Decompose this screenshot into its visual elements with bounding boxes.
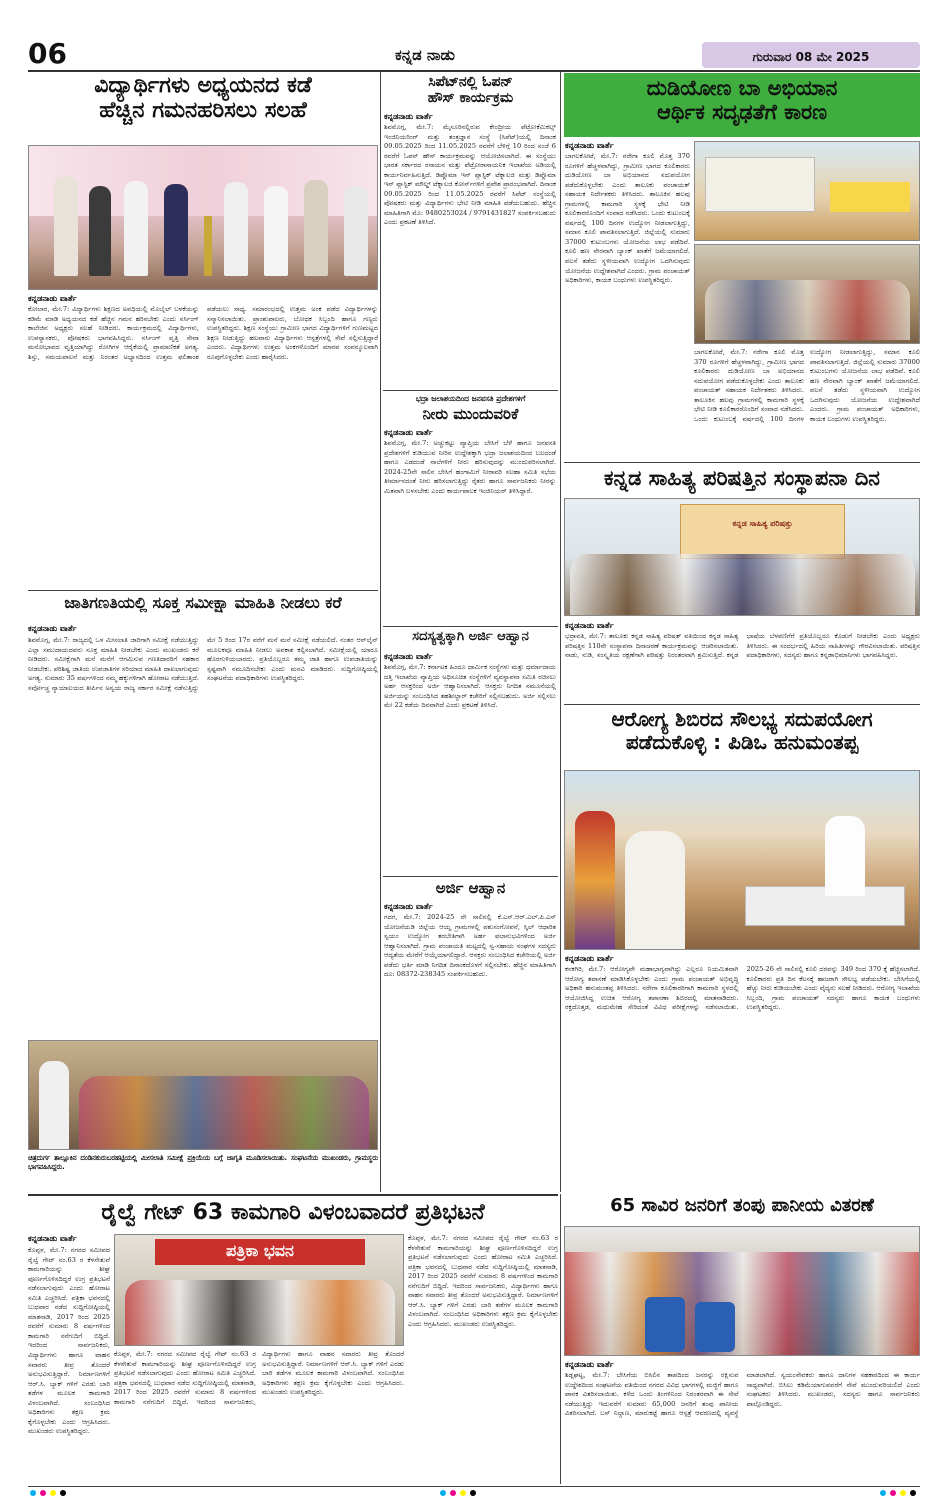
open-house-body: ಶಿವಮೊಗ್ಗ, ಮೇ.7: ಮೈಸೂರಿನಲ್ಲಿರುವ ಕೇಂದ್ರೀಯ ಪೆಟ್ರೋಕೆಮಿಕಲ್ಸ್ ಇಂಜಿನಿಯರಿಂಗ್ ಮತ್ತು ತಂತ್ರಜ್ಞಾನ ಸಂಸ್ಥೆ (ಸಿಪೆಟ್)ಯಲ್ಲಿ ದಿನಾಂಕ 09.05.2025 ರಿಂದ 11.05.2025 ರವರೆಗೆ ಬೆಳಿಗ್ಗೆ 10 ರಿಂದ ಸಂಜೆ 6 ರವರೆಗೆ ಓಪನ್ ಹೌಸ್ ಕಾರ್ಯಕ್ರಮವನ್ನು ಆಯೋಜಿಸಲಾಗಿದೆ. ಈ ಸಂಸ್ಥೆಯು ಭಾರತ ಸರ್ಕಾರದ ರಸಾಯನ ಮತ್ತು ಪೆಟ್ರೋರಾಸಾಯನಿಕ ಇಲಾಖೆಯ ಅಡಿಯಲ್ಲಿ ಕಾರ್ಯನಿರ್ವಹಿಸುತ್ತಿದೆ. ಡಿಪ್ಲೊಮಾ ಇನ್ ಪ್ಲಾಸ್ಟಿಕ್ ಟೆಕ್ನಾಲಜಿ ಮತ್ತು ಡಿಪ್ಲೊಮಾ ಇನ್ ಪ್ಲಾಸ್ಟಿಕ್ ಮೌಲ್ಡ್ ಟೆಕ್ನಾಲಜಿ ಕೋರ್ಸ್‌ಗಳಿಗೆ ಪ್ರವೇಶ ಪ್ರಾರಂಭವಾಗಿದೆ. ದಿನಾಂಕ 09.05.2025 ರಿಂದ 11.05.2025 ರವರೆಗೆ ಸಿಪೆಟ್ ಸಂಸ್ಥೆಯಲ್ಲಿ ಪೋಷಕರು ಮತ್ತು ವಿದ್ಯಾರ್ಥಿಗಳು ಭೇಟಿ ನೀಡಿ ಮಾಹಿತಿ ಪಡೆಯಬಹುದು. ಹೆಚ್ಚಿನ ಮಾಹಿತಿಗಾಗಿ ಮೊ: 9480253024 / 9791431827 ಸಂಪರ್ಕಿಸಬಹುದು ಎಂದು ಪ್ರಕಟಣೆ ತಿಳಿಸಿದೆ. bbox=[384, 123, 556, 227]
registration-dot-yellow bbox=[900, 1490, 906, 1496]
date-text: ಗುರುವಾರ 08 ಮೇ 2025 bbox=[752, 50, 870, 64]
press-sign-text: ಪತ್ರಿಕಾ ಭವನ bbox=[226, 1241, 294, 1260]
nrega-headline-line1: ದುಡಿಯೋಣ ಬಾ ಅಭಿಯಾನ bbox=[646, 76, 838, 100]
registration-dot-yellow bbox=[50, 1490, 56, 1496]
railway-photo bbox=[114, 1234, 404, 1346]
water-drum bbox=[695, 1302, 735, 1352]
person-figure bbox=[39, 1061, 69, 1150]
health-camp-headline-line1: ಆರೋಗ್ಯ ಶಿಬಿರದ ಸೌಲಭ್ಯ ಸದುಪಯೋಗ bbox=[611, 707, 873, 731]
parishat-banner-text: ಕನ್ನಡ ಸಾಹಿತ್ಯ ಪರಿಷತ್ತು bbox=[732, 519, 793, 528]
open-house-byline: ಕನ್ನಡನಾಡು ವಾರ್ತೆ bbox=[384, 112, 433, 121]
building bbox=[705, 157, 815, 212]
applications2-body: ಗದಗ, ಮೇ.7: 2024-25 ನೇ ಸಾಲಿನಲ್ಲಿ ಕೆ.ಎಸ್.ಆರ್.ಎಲ್.ಪಿ.ಎಸ್ ಯೋಜನೆಯಡಿ ಜಿಲ್ಲೆಯ ಆಯ್ದ ಗ್ರಾಮಗಳಲ್ಲಿ ಪಶುಸಂಗೋಪನೆ, ಸ್ಕಿಲ್ ಆಧಾರಿತ ಸ್ವಯಂ ಉದ್ಯೋಗ ತರಬೇತಿಗಾಗಿ ಅರ್ಹ ಫಲಾನುಭವಿಗಳಿಂದ ಅರ್ಜಿ ಆಹ್ವಾನಿಸಲಾಗಿದೆ. ಗ್ರಾಮ ಪಂಚಾಯತಿ ಮಟ್ಟದಲ್ಲಿ ಸ್ವ-ಸಹಾಯ ಸಂಘಗಳ ಸದಸ್ಯರು ಆದ್ಯತೆಯ ಮೇರೆಗೆ ಆಯ್ಕೆಯಾಗಲಿದ್ದಾರೆ. ಆಸಕ್ತರು ಸಂಬಂಧಿಸಿದ ಕಚೇರಿಯಲ್ಲಿ ಅರ್ಜಿ ಪಡೆದು ಭರ್ತಿ ಮಾಡಿ ನಿಗದಿತ ದಿನಾಂಕದೊಳಗೆ ಸಲ್ಲಿಸಬೇಕು. ಹೆಚ್ಚಿನ ಮಾಹಿತಿಗಾಗಿ ದೂ: 08372-238345 ಸಂಪರ್ಕಿಸಬಹುದು. bbox=[384, 913, 556, 979]
registration-dot-black bbox=[910, 1490, 916, 1496]
seated-group bbox=[125, 1280, 395, 1346]
buttermilk-headline: 65 ಸಾವಿರ ಜನರಿಗೆ ತಂಪು ಪಾನೀಯ ವಿತರಣೆ bbox=[610, 1195, 874, 1216]
students-headline bbox=[28, 73, 378, 124]
students-headline-line1: ವಿದ್ಯಾರ್ಥಿಗಳು ಅಧ್ಯಯನದ ಕಡೆ bbox=[94, 73, 312, 98]
open-house-headline-line1: ಸಿಪೆಟ್‌ನಲ್ಲಿ ಓಪನ್ bbox=[428, 74, 513, 90]
person-figure bbox=[825, 816, 865, 896]
banner-sign bbox=[830, 182, 910, 212]
open-house-headline-line2: ಹೌಸ್ ಕಾರ್ಯಕ್ರಮ bbox=[427, 90, 514, 107]
nrega-body-right bbox=[694, 348, 920, 460]
parishat-banner bbox=[680, 504, 845, 559]
railway-body-continued: ಕೊಪ್ಪಳ, ಮೇ.7: ನಗರದ ಸಮೀಪದ ರೈಲ್ವೆ ಗೇಟ್ ನಂ.63 ರ ಕೆಳಸೇತುವೆ ಕಾಮಗಾರಿಯನ್ನು ಶೀಘ್ರ ಪೂರ್ಣಗೊಳಿಸದಿದ್ದರೆ ಉಗ್ರ ಪ್ರತಿಭಟನೆ ನಡೆಸಲಾಗುವುದು ಎಂದು ಹೋರಾಟ ಸಮಿತಿ ಎಚ್ಚರಿಸಿದೆ. ಪತ್ರಿಕಾ ಭವನದಲ್ಲಿ ಬುಧವಾರ ನಡೆದ ಸುದ್ದಿಗೋಷ್ಠಿಯಲ್ಲಿ ಮಾತನಾಡಿ, 2017 ರಿಂದ 2025 ರವರೆಗೆ ಸುಮಾರು 8 ವರ್ಷಗಳಿಂದ ಕಾಮಗಾರಿ ನನೆಗುದಿಗೆ ಬಿದ್ದಿದೆ. ಇದರಿಂದ ಸಾರ್ವಜನಿಕರು, ವಿದ್ಯಾರ್ಥಿಗಳು ಹಾಗೂ ವಾಹನ ಸವಾರರು ತೀವ್ರ ತೊಂದರೆ ಅನುಭವಿಸುತ್ತಿದ್ದಾರೆ. ನಿರ್ಮಾಣಗಳಿಗೆ ಆರ್.ಸಿ. ಬ್ಯಾಕ್ ಗಳಿಗೆ ಎರಡು ಬಾರಿ ತಡೆಗಳ ಮೂಲಕ ಕಾಮಗಾರಿ ವಿಳಂಬವಾಗಿದೆ. ಸಂಬಂಧಿಸಿದ ಅಧಿಕಾರಿಗಳು ತಕ್ಷಣ ಕ್ರಮ ಕೈಗೊಳ್ಳಬೇಕು ಎಂದು ಆಗ್ರಹಿಸಿದರು. ಮುಖಂಡರು ಉಪಸ್ಥಿತರಿದ್ದರು. bbox=[408, 1234, 558, 1328]
section-rule bbox=[564, 462, 920, 463]
applications1-byline: ಕನ್ನಡನಾಡು ವಾರ್ತೆ bbox=[384, 652, 433, 661]
person-figure bbox=[264, 186, 288, 276]
parishat-body: ಭದ್ರಾವತಿ, ಮೇ.7: ತಾಲೂಕು ಕನ್ನಡ ಸಾಹಿತ್ಯ ಪರಿಷತ್ ವತಿಯಿಂದ ಕನ್ನಡ ಸಾಹಿತ್ಯ ಪರಿಷತ್ತಿನ 110ನೇ ಸಂಸ್ಥಾಪನಾ ದಿನಾಚರಣೆ ಕಾರ್ಯಕ್ರಮವನ್ನು ಆಚರಿಸಲಾಯಿತು. ನಾಡು, ನುಡಿ, ಸಂಸ್ಕೃತಿಯ ರಕ್ಷಣೆಗಾಗಿ ಪರಿಷತ್ತು ನಿರಂತರವಾಗಿ ಶ್ರಮಿಸುತ್ತಿದೆ. ಕನ್ನಡ ಭಾಷೆಯ ಬೆಳವಣಿಗೆಗೆ ಪ್ರತಿಯೊಬ್ಬರೂ ಕೊಡುಗೆ ನೀಡಬೇಕು ಎಂದು ಅಧ್ಯಕ್ಷರು ತಿಳಿಸಿದರು. ಈ ಸಂದರ್ಭದಲ್ಲಿ ಹಿರಿಯ ಸಾಹಿತಿಗಳನ್ನು ಗೌರವಿಸಲಾಯಿತು. ಪರಿಷತ್ತಿನ ಪದಾಧಿಕಾರಿಗಳು, ಸದಸ್ಯರು ಹಾಗೂ ಕನ್ನಡಾಭಿಮಾನಿಗಳು ಭಾಗವಹಿಸಿದ್ದರು. bbox=[565, 632, 920, 660]
caste-census-body: ಶಿವಮೊಗ್ಗ, ಮೇ.7: ರಾಜ್ಯದಲ್ಲಿ ಒಳ ಮೀಸಲಾತಿ ಜಾರಿಗಾಗಿ ಸಮೀಕ್ಷೆ ನಡೆಯುತ್ತಿದ್ದು ಎಲ್ಲಾ ಸಮುದಾಯದವರು ಸೂಕ್ತ ಮಾಹಿತಿ ನೀಡಬೇಕು ಎಂದು ಮುಖಂಡರು ಕರೆ ನೀಡಿದರು. ಸಮೀಕ್ಷೆಗಾಗಿ ಮನೆ ಮನೆಗೆ ಆಗಮಿಸುವ ಗಣತಿದಾರರಿಗೆ ಸಹಕಾರ ನೀಡಬೇಕು. ಪರಿಶಿಷ್ಟ ಜಾತಿಯ ಉಪಜಾತಿಗಳ ಸರಿಯಾದ ಮಾಹಿತಿ ದಾಖಲಾಗುವುದು ಅಗತ್ಯ. ಸುಮಾರು 35 ವರ್ಷಗಳಿಂದ ನಮ್ಮ ಹಕ್ಕುಗಳಿಗಾಗಿ ಹೋರಾಟ ನಡೆಯುತ್ತಿದೆ. ಸರ್ವೋಚ್ಚ ನ್ಯಾಯಾಲಯದ ತೀರ್ಪಿನ ಅನ್ವಯ ರಾಜ್ಯ ಸರ್ಕಾರ ಸಮೀಕ್ಷೆ ನಡೆಸುತ್ತಿದ್ದು ಮೇ 5 ರಿಂದ 17ರ ವರೆಗೆ ಮನೆ ಮನೆ ಸಮೀಕ್ಷೆ ನಡೆಯಲಿದೆ. ನಂತರ ಆನ್‌ಲೈನ್ ಮೂಲಕವೂ ಮಾಹಿತಿ ನೀಡಲು ಅವಕಾಶ ಕಲ್ಪಿಸಲಾಗಿದೆ. ಸಮೀಕ್ಷೆಯಲ್ಲಿ ಯಾರೂ ಹೊರಗುಳಿಯಬಾರದು. ಪ್ರತಿಯೊಬ್ಬರೂ ತಮ್ಮ ಜಾತಿ ಹಾಗೂ ಉಪಜಾತಿಯನ್ನು ಸ್ಪಷ್ಟವಾಗಿ ನಮೂದಿಸಬೇಕು ಎಂದು ಮನವಿ ಮಾಡಿದರು. ಸುದ್ದಿಗೋಷ್ಠಿಯಲ್ಲಿ ಸಂಘಟನೆಯ ಪದಾಧಿಕಾರಿಗಳು ಉಪಸ್ಥಿತರಿದ್ದರು. bbox=[28, 636, 378, 692]
lamp-stand bbox=[204, 216, 212, 276]
parishat-photo bbox=[564, 498, 920, 616]
registration-dot-cyan bbox=[440, 1490, 446, 1496]
crowd bbox=[565, 1252, 920, 1356]
water-byline: ಕನ್ನಡನಾಡು ವಾರ್ತೆ bbox=[384, 428, 433, 437]
person-figure bbox=[224, 182, 248, 276]
nrega-banner bbox=[564, 73, 920, 137]
nrega-byline: ಕನ್ನಡನಾಡು ವಾರ್ತೆ bbox=[565, 141, 614, 150]
registration-dot-magenta bbox=[40, 1490, 46, 1496]
nrega-body-left bbox=[565, 152, 690, 460]
caste-census-photo bbox=[28, 1040, 378, 1150]
person-figure bbox=[124, 181, 148, 276]
nrega-photo-top bbox=[694, 141, 920, 241]
railway-body-right bbox=[408, 1234, 558, 1484]
open-house-headline bbox=[383, 74, 558, 106]
health-camp-headline bbox=[564, 708, 920, 754]
buttermilk-byline: ಕನ್ನಡನಾಡು ವಾರ್ತೆ bbox=[565, 1360, 614, 1369]
caste-census-byline: ಕನ್ನಡನಾಡು ವಾರ್ತೆ bbox=[28, 624, 77, 633]
seated-group bbox=[570, 554, 915, 616]
applications2-byline: ಕನ್ನಡನಾಡು ವಾರ್ತೆ bbox=[384, 902, 433, 911]
column-rule bbox=[560, 72, 561, 1192]
section-rule bbox=[564, 704, 920, 705]
registration-dot-magenta bbox=[450, 1490, 456, 1496]
applications1-body: ಶಿವಮೊಗ್ಗ, ಮೇ.7: ಕರ್ನಾಟಕ ಹಿಂದೂ ಧಾರ್ಮಿಕ ಸಂಸ್ಥೆಗಳು ಮತ್ತು ಧರ್ಮಾದಾಯ ದತ್ತಿ ಇಲಾಖೆಯ ವ್ಯಾಪ್ತಿಯ ಅಧಿಸೂಚಿತ ಸಂಸ್ಥೆಗಳಿಗೆ ವ್ಯವಸ್ಥಾಪನಾ ಸಮಿತಿ ರಚಿಸಲು ಅರ್ಹ ಆಸಕ್ತರಿಂದ ಅರ್ಜಿ ಆಹ್ವಾನಿಸಲಾಗಿದೆ. ಆಸಕ್ತರು ನಿಗದಿತ ನಮೂನೆಯಲ್ಲಿ ಅರ್ಜಿಯನ್ನು ಸಂಬಂಧಿಸಿದ ತಹಶೀಲ್ದಾರ್ ಕಚೇರಿಗೆ ಸಲ್ಲಿಸಬಹುದು. ಅರ್ಜಿ ಸಲ್ಲಿಸಲು ಮೇ 22 ಕಡೆಯ ದಿನವಾಗಿದೆ ಎಂದು ಪ್ರಕಟಣೆ ತಿಳಿಸಿದೆ. bbox=[384, 663, 556, 710]
crowd bbox=[79, 1076, 369, 1150]
paper-name: ಕನ್ನಡ ನಾಡು bbox=[395, 46, 455, 64]
railway-body-continued: ಕೊಪ್ಪಳ, ಮೇ.7: ನಗರದ ಸಮೀಪದ ರೈಲ್ವೆ ಗೇಟ್ ನಂ.63 ರ ಕೆಳಸೇತುವೆ ಕಾಮಗಾರಿಯನ್ನು ಶೀಘ್ರ ಪೂರ್ಣಗೊಳಿಸದಿದ್ದರೆ ಉಗ್ರ ಪ್ರತಿಭಟನೆ ನಡೆಸಲಾಗುವುದು ಎಂದು ಹೋರಾಟ ಸಮಿತಿ ಎಚ್ಚರಿಸಿದೆ. ಪತ್ರಿಕಾ ಭವನದಲ್ಲಿ ಬುಧವಾರ ನಡೆದ ಸುದ್ದಿಗೋಷ್ಠಿಯಲ್ಲಿ ಮಾತನಾಡಿ, 2017 ರಿಂದ 2025 ರವರೆಗೆ ಸುಮಾರು 8 ವರ್ಷಗಳಿಂದ ಕಾಮಗಾರಿ ನನೆಗುದಿಗೆ ಬಿದ್ದಿದೆ. ಇದರಿಂದ ಸಾರ್ವಜನಿಕರು, ವಿದ್ಯಾರ್ಥಿಗಳು ಹಾಗೂ ವಾಹನ ಸವಾರರು ತೀವ್ರ ತೊಂದರೆ ಅನುಭವಿಸುತ್ತಿದ್ದಾರೆ. ನಿರ್ಮಾಣಗಳಿಗೆ ಆರ್.ಸಿ. ಬ್ಯಾಕ್ ಗಳಿಗೆ ಎರಡು ಬಾರಿ ತಡೆಗಳ ಮೂಲಕ ಕಾಮಗಾರಿ ವಿಳಂಬವಾಗಿದೆ. ಸಂಬಂಧಿಸಿದ ಅಧಿಕಾರಿಗಳು ತಕ್ಷಣ ಕ್ರಮ ಕೈಗೊಳ್ಳಬೇಕು ಎಂದು ಆಗ್ರಹಿಸಿದರು. ಮುಖಂಡರು ಉಪಸ್ಥಿತರಿದ್ದರು. bbox=[114, 1350, 404, 1406]
parishat-byline: ಕನ್ನಡನಾಡು ವಾರ್ತೆ bbox=[565, 621, 614, 630]
students-byline: ಕನ್ನಡನಾಡು ವಾರ್ತೆ bbox=[28, 294, 77, 303]
person-figure bbox=[54, 176, 78, 276]
person-figure bbox=[304, 180, 328, 276]
column-rule bbox=[380, 72, 381, 1192]
section-rule bbox=[383, 626, 558, 627]
registration-dot-cyan bbox=[30, 1490, 36, 1496]
person-figure bbox=[164, 184, 188, 276]
registration-dot-magenta bbox=[890, 1490, 896, 1496]
health-camp-byline: ಕನ್ನಡನಾಡು ವಾರ್ತೆ bbox=[565, 954, 614, 963]
water-drum bbox=[645, 1297, 685, 1352]
person-figure bbox=[625, 831, 685, 950]
section-rule bbox=[383, 876, 558, 877]
health-camp-headline-line2: ಪಡೆದುಕೊಳ್ಳಿ : ಪಿಡಿಒ ಹನುಮಂತಪ್ಪ bbox=[625, 730, 859, 754]
health-camp-photo bbox=[564, 770, 920, 950]
press-sign bbox=[155, 1239, 365, 1265]
applications2-headline: ಅರ್ಜಿ ಆಹ್ವಾನ bbox=[435, 879, 506, 897]
nrega-photo-bottom bbox=[694, 244, 920, 344]
railway-body: ಕೊಪ್ಪಳ, ಮೇ.7: ನಗರದ ಸಮೀಪದ ರೈಲ್ವೆ ಗೇಟ್ ನಂ.63 ರ ಕೆಳಸೇತುವೆ ಕಾಮಗಾರಿಯನ್ನು ಶೀಘ್ರ ಪೂರ್ಣಗೊಳಿಸದಿದ್ದರೆ ಉಗ್ರ ಪ್ರತಿಭಟನೆ ನಡೆಸಲಾಗುವುದು ಎಂದು ಹೋರಾಟ ಸಮಿತಿ ಎಚ್ಚರಿಸಿದೆ. ಪತ್ರಿಕಾ ಭವನದಲ್ಲಿ ಬುಧವಾರ ನಡೆದ ಸುದ್ದಿಗೋಷ್ಠಿಯಲ್ಲಿ ಮಾತನಾಡಿ, 2017 ರಿಂದ 2025 ರವರೆಗೆ ಸುಮಾರು 8 ವರ್ಷಗಳಿಂದ ಕಾಮಗಾರಿ ನನೆಗುದಿಗೆ ಬಿದ್ದಿದೆ. ಇದರಿಂದ ಸಾರ್ವಜನಿಕರು, ವಿದ್ಯಾರ್ಥಿಗಳು ಹಾಗೂ ವಾಹನ ಸವಾರರು ತೀವ್ರ ತೊಂದರೆ ಅನುಭವಿಸುತ್ತಿದ್ದಾರೆ. ನಿರ್ಮಾಣಗಳಿಗೆ ಆರ್.ಸಿ. ಬ್ಯಾಕ್ ಗಳಿಗೆ ಎರಡು ಬಾರಿ ತಡೆಗಳ ಮೂಲಕ ಕಾಮಗಾರಿ ವಿಳಂಬವಾಗಿದೆ. ಸಂಬಂಧಿಸಿದ ಅಧಿಕಾರಿಗಳು ತಕ್ಷಣ ಕ್ರಮ ಕೈಗೊಳ್ಳಬೇಕು ಎಂದು ಆಗ್ರಹಿಸಿದರು. ಮುಖಂಡರು ಉಪಸ್ಥಿತರಿದ್ದರು. bbox=[28, 1246, 110, 1436]
registration-dot-cyan bbox=[880, 1490, 886, 1496]
section-rule bbox=[28, 590, 378, 591]
column-rule bbox=[560, 1194, 561, 1484]
parishat-headline: ಕನ್ನಡ ಸಾಹಿತ್ಯ ಪರಿಷತ್ತಿನ ಸಂಸ್ಥಾಪನಾ ದಿನ bbox=[604, 466, 880, 490]
students-headline-line2: ಹೆಚ್ಚಿನ ಗಮನಹರಿಸಲು ಸಲಹೆ bbox=[99, 98, 307, 124]
caste-census-caption: ಚಿತ್ರದುರ್ಗ ತಾಲ್ಲೂಕಿನ ದಂಡಿನಕುರುಬರಹಟ್ಟಿಯಲ್ಲಿ ಮೀಸಲಾತಿ ಸಮೀಕ್ಷೆ ಪ್ರಕ್ರಿಯೆಯ ಬಗ್ಗೆ ಜಾಗೃತಿ ಮೂಡಿಸಲಾಯಿತು. ಸಂಘಟನೆಯ ಮುಖಂಡರು, ಗ್ರಾಮಸ್ಥರು ಭಾಗವಹಿಸಿದ್ದರು. bbox=[28, 1154, 378, 1172]
section-rule bbox=[383, 390, 558, 391]
railway-headline: ರೈಲ್ವೆ ಗೇಟ್ 63 ಕಾಮಗಾರಿ ವಿಳಂಬವಾದರೆ ಪ್ರತಿಭಟನೆ bbox=[101, 1200, 485, 1225]
nrega-headline-line2: ಆರ್ಥಿಕ ಸದೃಢತೆಗೆ ಕಾರಣ bbox=[657, 100, 827, 125]
railway-body-center bbox=[114, 1350, 404, 1484]
masthead-rule bbox=[28, 70, 920, 72]
seated-group bbox=[705, 280, 910, 340]
buttermilk-body: ಶಿಡ್ಲಘಟ್ಟ, ಮೇ.7: ಬೇಸಿಗೆಯ ಬಿಸಿಲಿನ ತಾಪದಿಂದ ಜನರನ್ನು ರಕ್ಷಿಸುವ ಉದ್ದೇಶದಿಂದ ಸಂಘಟನೆಯ ವತಿಯಿಂದ ನಗರದ ವಿವಿಧ ಭಾಗಗಳಲ್ಲಿ ಮಜ್ಜಿಗೆ ಹಾಗೂ ಪಾನಕ ವಿತರಿಸಲಾಯಿತು. ಕಳೆದ ಒಂದು ತಿಂಗಳಿನಿಂದ ನಿರಂತರವಾಗಿ ಈ ಸೇವೆ ನಡೆಯುತ್ತಿದ್ದು ಇದುವರೆಗೆ ಸುಮಾರು 65,000 ಜನರಿಗೆ ತಂಪು ಪಾನೀಯ ವಿತರಿಸಲಾಗಿದೆ. ಬಸ್ ನಿಲ್ದಾಣ, ಮಾರುಕಟ್ಟೆ ಹಾಗೂ ಆಸ್ಪತ್ರೆ ಆವರಣದಲ್ಲಿ ವ್ಯವಸ್ಥೆ ಮಾಡಲಾಗಿದೆ. ಸ್ವಯಂಸೇವಕರು ಹಾಗೂ ದಾನಿಗಳ ಸಹಕಾರದಿಂದ ಈ ಕಾರ್ಯ ಸಾಧ್ಯವಾಗಿದೆ. ಬಿಸಿಲು ಕಡಿಮೆಯಾಗುವವರೆಗೆ ಸೇವೆ ಮುಂದುವರಿಯಲಿದೆ ಎಂದು ಸಂಘಟಕರು ತಿಳಿಸಿದರು. ಮುಖಂಡರು, ಸದಸ್ಯರು ಹಾಗೂ ಸಾರ್ವಜನಿಕರು ಪಾಲ್ಗೊಂಡಿದ್ದರು. bbox=[565, 1371, 920, 1418]
date-banner bbox=[702, 42, 920, 68]
page-number: 06 bbox=[28, 37, 67, 70]
water-headline: ನೀರು ಮುಂದುವರಿಕೆ bbox=[422, 405, 519, 423]
nrega-body: ಬಾಗಲಕೋಟೆ, ಮೇ.7: ನರೇಗಾ ಕೂಲಿ ಮೊತ್ತ 370 ರೂಗಳಿಗೆ ಹೆಚ್ಚಳವಾಗಿದ್ದು, ಗ್ರಾಮೀಣ ಭಾಗದ ಕೂಲಿಕಾರರು ದುಡಿಯೋಣ ಬಾ ಅಭಿಯಾನದ ಸದುಪಯೋಗ ಪಡೆದುಕೊಳ್ಳಬೇಕು ಎಂದು ತಾಲೂಕು ಪಂಚಾಯತ್ ಸಹಾಯಕ ನಿರ್ದೇಶಕರು ತಿಳಿಸಿದರು. ತಾಲೂಕಿನ ಹಲವು ಗ್ರಾಮಗಳಲ್ಲಿ ಕಾಮಗಾರಿ ಸ್ಥಳಕ್ಕೆ ಭೇಟಿ ನೀಡಿ ಕೂಲಿಕಾರರೊಂದಿಗೆ ಸಂವಾದ ನಡೆಸಿದರು. ಒಂದು ಕುಟುಂಬಕ್ಕೆ ವರ್ಷದಲ್ಲಿ 100 ದಿನಗಳ ಉದ್ಯೋಗ ನೀಡಲಾಗುತ್ತಿದ್ದು, ಸಮಾನ ಕೂಲಿ ಪಾವತಿಸಲಾಗುತ್ತಿದೆ. ಜಿಲ್ಲೆಯಲ್ಲಿ ಸುಮಾರು 37000 ಕುಟುಂಬಗಳು ಯೋಜನೆಯ ಲಾಭ ಪಡೆದಿವೆ. ಕೂಲಿ ಹಣ ನೇರವಾಗಿ ಬ್ಯಾಂಕ್ ಖಾತೆಗೆ ಜಮೆಯಾಗಲಿದೆ. ವಲಸೆ ತಡೆದು ಸ್ಥಳೀಯವಾಗಿ ಉದ್ಯೋಗ ಒದಗಿಸುವುದು ಯೋಜನೆಯ ಉದ್ದೇಶವಾಗಿದೆ ಎಂದರು. ಗ್ರಾಮ ಪಂಚಾಯತ್ ಅಧಿಕಾರಿಗಳು, ಕಾಯಕ ಬಂಧುಗಳು ಉಪಸ್ಥಿತರಿದ್ದರು. bbox=[565, 152, 690, 285]
footer-rule bbox=[28, 1486, 920, 1487]
students-body: ಕೋಲಾರ, ಮೇ.7: ವಿದ್ಯಾರ್ಥಿಗಳು ಶಿಕ್ಷಣದ ಅವಧಿಯಲ್ಲಿ ಮೊಬೈಲ್ ಬಳಕೆಯನ್ನು ಕಡಿಮೆ ಮಾಡಿ ಅಧ್ಯಯನದ ಕಡೆ ಹೆಚ್ಚಿನ ಗಮನ ಹರಿಸಬೇಕು ಎಂದು ನರ್ಸಿಂಗ್ ಕಾಲೇಜಿನ ಅಧ್ಯಕ್ಷರು ಸಲಹೆ ನೀಡಿದರು. ಕಾರ್ಯಕ್ರಮದಲ್ಲಿ ವಿದ್ಯಾರ್ಥಿಗಳು, ಉಪನ್ಯಾಸಕರು, ಪೋಷಕರು ಭಾಗವಹಿಸಿದ್ದರು. ನರ್ಸಿಂಗ್ ವೃತ್ತಿ ಸೇವಾ ಮನೋಭಾವದ ವೃತ್ತಿಯಾಗಿದ್ದು ರೋಗಿಗಳ ಆರೈಕೆಯಲ್ಲಿ ಪ್ರಾಮಾಣಿಕತೆ ಅಗತ್ಯ. ಶಿಸ್ತು, ಸಮಯಪಾಲನೆ ಮತ್ತು ನಿರಂತರ ಅಭ್ಯಾಸದಿಂದ ಉತ್ತಮ ಫಲಿತಾಂಶ ಪಡೆಯಲು ಸಾಧ್ಯ. ಸಮಾರಂಭದಲ್ಲಿ ಉತ್ತಮ ಅಂಕ ಪಡೆದ ವಿದ್ಯಾರ್ಥಿಗಳನ್ನು ಸನ್ಮಾನಿಸಲಾಯಿತು. ಪ್ರಾಂಶುಪಾಲರು, ಬೋಧಕ ಸಿಬ್ಬಂದಿ ಹಾಗೂ ಗಣ್ಯರು ಉಪಸ್ಥಿತರಿದ್ದರು. ಶಿಕ್ಷಣ ಸಂಸ್ಥೆಯು ಗ್ರಾಮೀಣ ಭಾಗದ ವಿದ್ಯಾರ್ಥಿಗಳಿಗೆ ಗುಣಮಟ್ಟದ ಶಿಕ್ಷಣ ನೀಡುತ್ತಿದ್ದು ಹಲವಾರು ವಿದ್ಯಾರ್ಥಿಗಳು ಆಸ್ಪತ್ರೆಗಳಲ್ಲಿ ಸೇವೆ ಸಲ್ಲಿಸುತ್ತಿದ್ದಾರೆ ಎಂದರು. ವಿದ್ಯಾರ್ಥಿಗಳು ಉತ್ತಮ ಅಂಕಗಳೊಂದಿಗೆ ಮಾನವ ಸಂಪನ್ಮೂಲವಾಗಿ ರೂಪುಗೊಳ್ಳಬೇಕು ಎಂದು ಹಾರೈಸಿದರು. bbox=[28, 305, 378, 361]
water-body: ಶಿವಮೊಗ್ಗ, ಮೇ.7: ಅಚ್ಚುಕಟ್ಟು ವ್ಯಾಪ್ತಿಯ ಬೇಸಿಗೆ ಬೆಳೆ ಹಾಗೂ ಜನವಸತಿ ಪ್ರದೇಶಗಳಿಗೆ ಕುಡಿಯುವ ನೀರಿನ ಉದ್ದೇಶಕ್ಕಾಗಿ ಭದ್ರಾ ಜಲಾಶಯದಿಂದ ಬಲದಂಡೆ ಹಾಗೂ ಎಡದಂಡೆ ನಾಲೆಗಳಿಗೆ ನೀರು ಹರಿಸುವುದನ್ನು ಮುಂದುವರಿಸಲಾಗಿದೆ. 2024-25ನೇ ಸಾಲಿನ ಬೇಸಿಗೆ ಹಂಗಾಮಿಗೆ ನೀರಾವರಿ ಸಲಹಾ ಸಮಿತಿ ಸಭೆಯ ತೀರ್ಮಾನದಂತೆ ನೀರು ಹರಿಸಲಾಗುತ್ತಿದ್ದು ರೈತರು ಹಾಗೂ ಸಾರ್ವಜನಿಕರು ನೀರನ್ನು ಮಿತವಾಗಿ ಬಳಸಬೇಕು ಎಂದು ಕಾರ್ಯಪಾಲಕ ಇಂಜಿನಿಯರ್ ತಿಳಿಸಿದ್ದಾರೆ. bbox=[384, 439, 556, 495]
nrega-body-continued: ಬಾಗಲಕೋಟೆ, ಮೇ.7: ನರೇಗಾ ಕೂಲಿ ಮೊತ್ತ 370 ರೂಗಳಿಗೆ ಹೆಚ್ಚಳವಾಗಿದ್ದು, ಗ್ರಾಮೀಣ ಭಾಗದ ಕೂಲಿಕಾರರು ದುಡಿಯೋಣ ಬಾ ಅಭಿಯಾನದ ಸದುಪಯೋಗ ಪಡೆದುಕೊಳ್ಳಬೇಕು ಎಂದು ತಾಲೂಕು ಪಂಚಾಯತ್ ಸಹಾಯಕ ನಿರ್ದೇಶಕರು ತಿಳಿಸಿದರು. ತಾಲೂಕಿನ ಹಲವು ಗ್ರಾಮಗಳಲ್ಲಿ ಕಾಮಗಾರಿ ಸ್ಥಳಕ್ಕೆ ಭೇಟಿ ನೀಡಿ ಕೂಲಿಕಾರರೊಂದಿಗೆ ಸಂವಾದ ನಡೆಸಿದರು. ಒಂದು ಕುಟುಂಬಕ್ಕೆ ವರ್ಷದಲ್ಲಿ 100 ದಿನಗಳ ಉದ್ಯೋಗ ನೀಡಲಾಗುತ್ತಿದ್ದು, ಸಮಾನ ಕೂಲಿ ಪಾವತಿಸಲಾಗುತ್ತಿದೆ. ಜಿಲ್ಲೆಯಲ್ಲಿ ಸುಮಾರು 37000 ಕುಟುಂಬಗಳು ಯೋಜನೆಯ ಲಾಭ ಪಡೆದಿವೆ. ಕೂಲಿ ಹಣ ನೇರವಾಗಿ ಬ್ಯಾಂಕ್ ಖಾತೆಗೆ ಜಮೆಯಾಗಲಿದೆ. ವಲಸೆ ತಡೆದು ಸ್ಥಳೀಯವಾಗಿ ಉದ್ಯೋಗ ಒದಗಿಸುವುದು ಯೋಜನೆಯ ಉದ್ದೇಶವಾಗಿದೆ ಎಂದರು. ಗ್ರಾಮ ಪಂಚಾಯತ್ ಅಧಿಕಾರಿಗಳು, ಕಾಯಕ ಬಂಧುಗಳು ಉಪಸ್ಥಿತರಿದ್ದರು. bbox=[694, 348, 920, 423]
registration-dot-black bbox=[470, 1490, 476, 1496]
person-figure bbox=[89, 186, 111, 276]
applications1-headline: ಸದಸ್ಯತ್ವಕ್ಕಾಗಿ ಅರ್ಜಿ ಆಹ್ವಾನ bbox=[412, 629, 529, 644]
railway-body-left bbox=[28, 1246, 110, 1484]
registration-dot-yellow bbox=[460, 1490, 466, 1496]
railway-byline: ಕನ್ನಡನಾಡು ವಾರ್ತೆ bbox=[28, 1234, 77, 1243]
person-figure bbox=[344, 186, 368, 276]
person-figure bbox=[575, 811, 615, 950]
caste-census-headline: ಜಾತಿಗಣತಿಯಲ್ಲಿ ಸೂಕ್ತ ಸಮೀಕ್ಷಾ ಮಾಹಿತಿ ನೀಡಲು ಕರೆ bbox=[64, 593, 342, 612]
health-camp-body: ಕನಕಗಿರಿ, ಮೇ.7: ಆರೋಗ್ಯವೇ ಮಹಾಭಾಗ್ಯವಾಗಿದ್ದು ಎಲ್ಲರೂ ನಿಯಮಿತವಾಗಿ ಆರೋಗ್ಯ ತಪಾಸಣೆ ಮಾಡಿಸಿಕೊಳ್ಳಬೇಕು ಎಂದು ಗ್ರಾಮ ಪಂಚಾಯತ್ ಅಭಿವೃದ್ಧಿ ಅಧಿಕಾರಿ ಹನುಮಂತಪ್ಪ ತಿಳಿಸಿದರು. ನರೇಗಾ ಕೂಲಿಕಾರರಿಗಾಗಿ ಕಾಮಗಾರಿ ಸ್ಥಳದಲ್ಲಿ ಆಯೋಜಿಸಿದ್ದ ಉಚಿತ ಆರೋಗ್ಯ ತಪಾಸಣಾ ಶಿಬಿರದಲ್ಲಿ ಮಾತನಾಡಿದರು. ರಕ್ತದೊತ್ತಡ, ಮಧುಮೇಹ ಸೇರಿದಂತೆ ವಿವಿಧ ಪರೀಕ್ಷೆಗಳನ್ನು ನಡೆಸಲಾಯಿತು. 2025-26 ನೇ ಸಾಲಿನಲ್ಲಿ ಕೂಲಿ ದರವನ್ನು 349 ರಿಂದ 370 ಕ್ಕೆ ಹೆಚ್ಚಿಸಲಾಗಿದೆ. ಕೂಲಿಕಾರರು ಪ್ರತಿ ದಿನ ಕೆಲಸಕ್ಕೆ ಹಾಜರಾಗಿ ಸೌಲಭ್ಯ ಪಡೆಯಬೇಕು. ಬೇಸಿಗೆಯಲ್ಲಿ ಹೆಚ್ಚು ನೀರು ಕುಡಿಯಬೇಕು ಎಂದು ವೈದ್ಯರು ಸಲಹೆ ನೀಡಿದರು. ಆರೋಗ್ಯ ಇಲಾಖೆಯ ಸಿಬ್ಬಂದಿ, ಗ್ರಾಮ ಪಂಚಾಯತ್ ಸದಸ್ಯರು ಹಾಗೂ ಕಾಯಕ ಬಂಧುಗಳು ಉಪಸ್ಥಿತರಿದ್ದರು. bbox=[565, 965, 920, 1012]
registration-dot-black bbox=[60, 1490, 66, 1496]
section-rule bbox=[28, 1194, 558, 1196]
buttermilk-photo bbox=[564, 1226, 920, 1356]
water-kicker: ಭದ್ರಾ ಜಲಾಶಯದಿಂದ ಜನವಸತಿ ಪ್ರದೇಶಗಳಿಗೆ bbox=[415, 394, 526, 403]
students-photo bbox=[28, 145, 378, 290]
